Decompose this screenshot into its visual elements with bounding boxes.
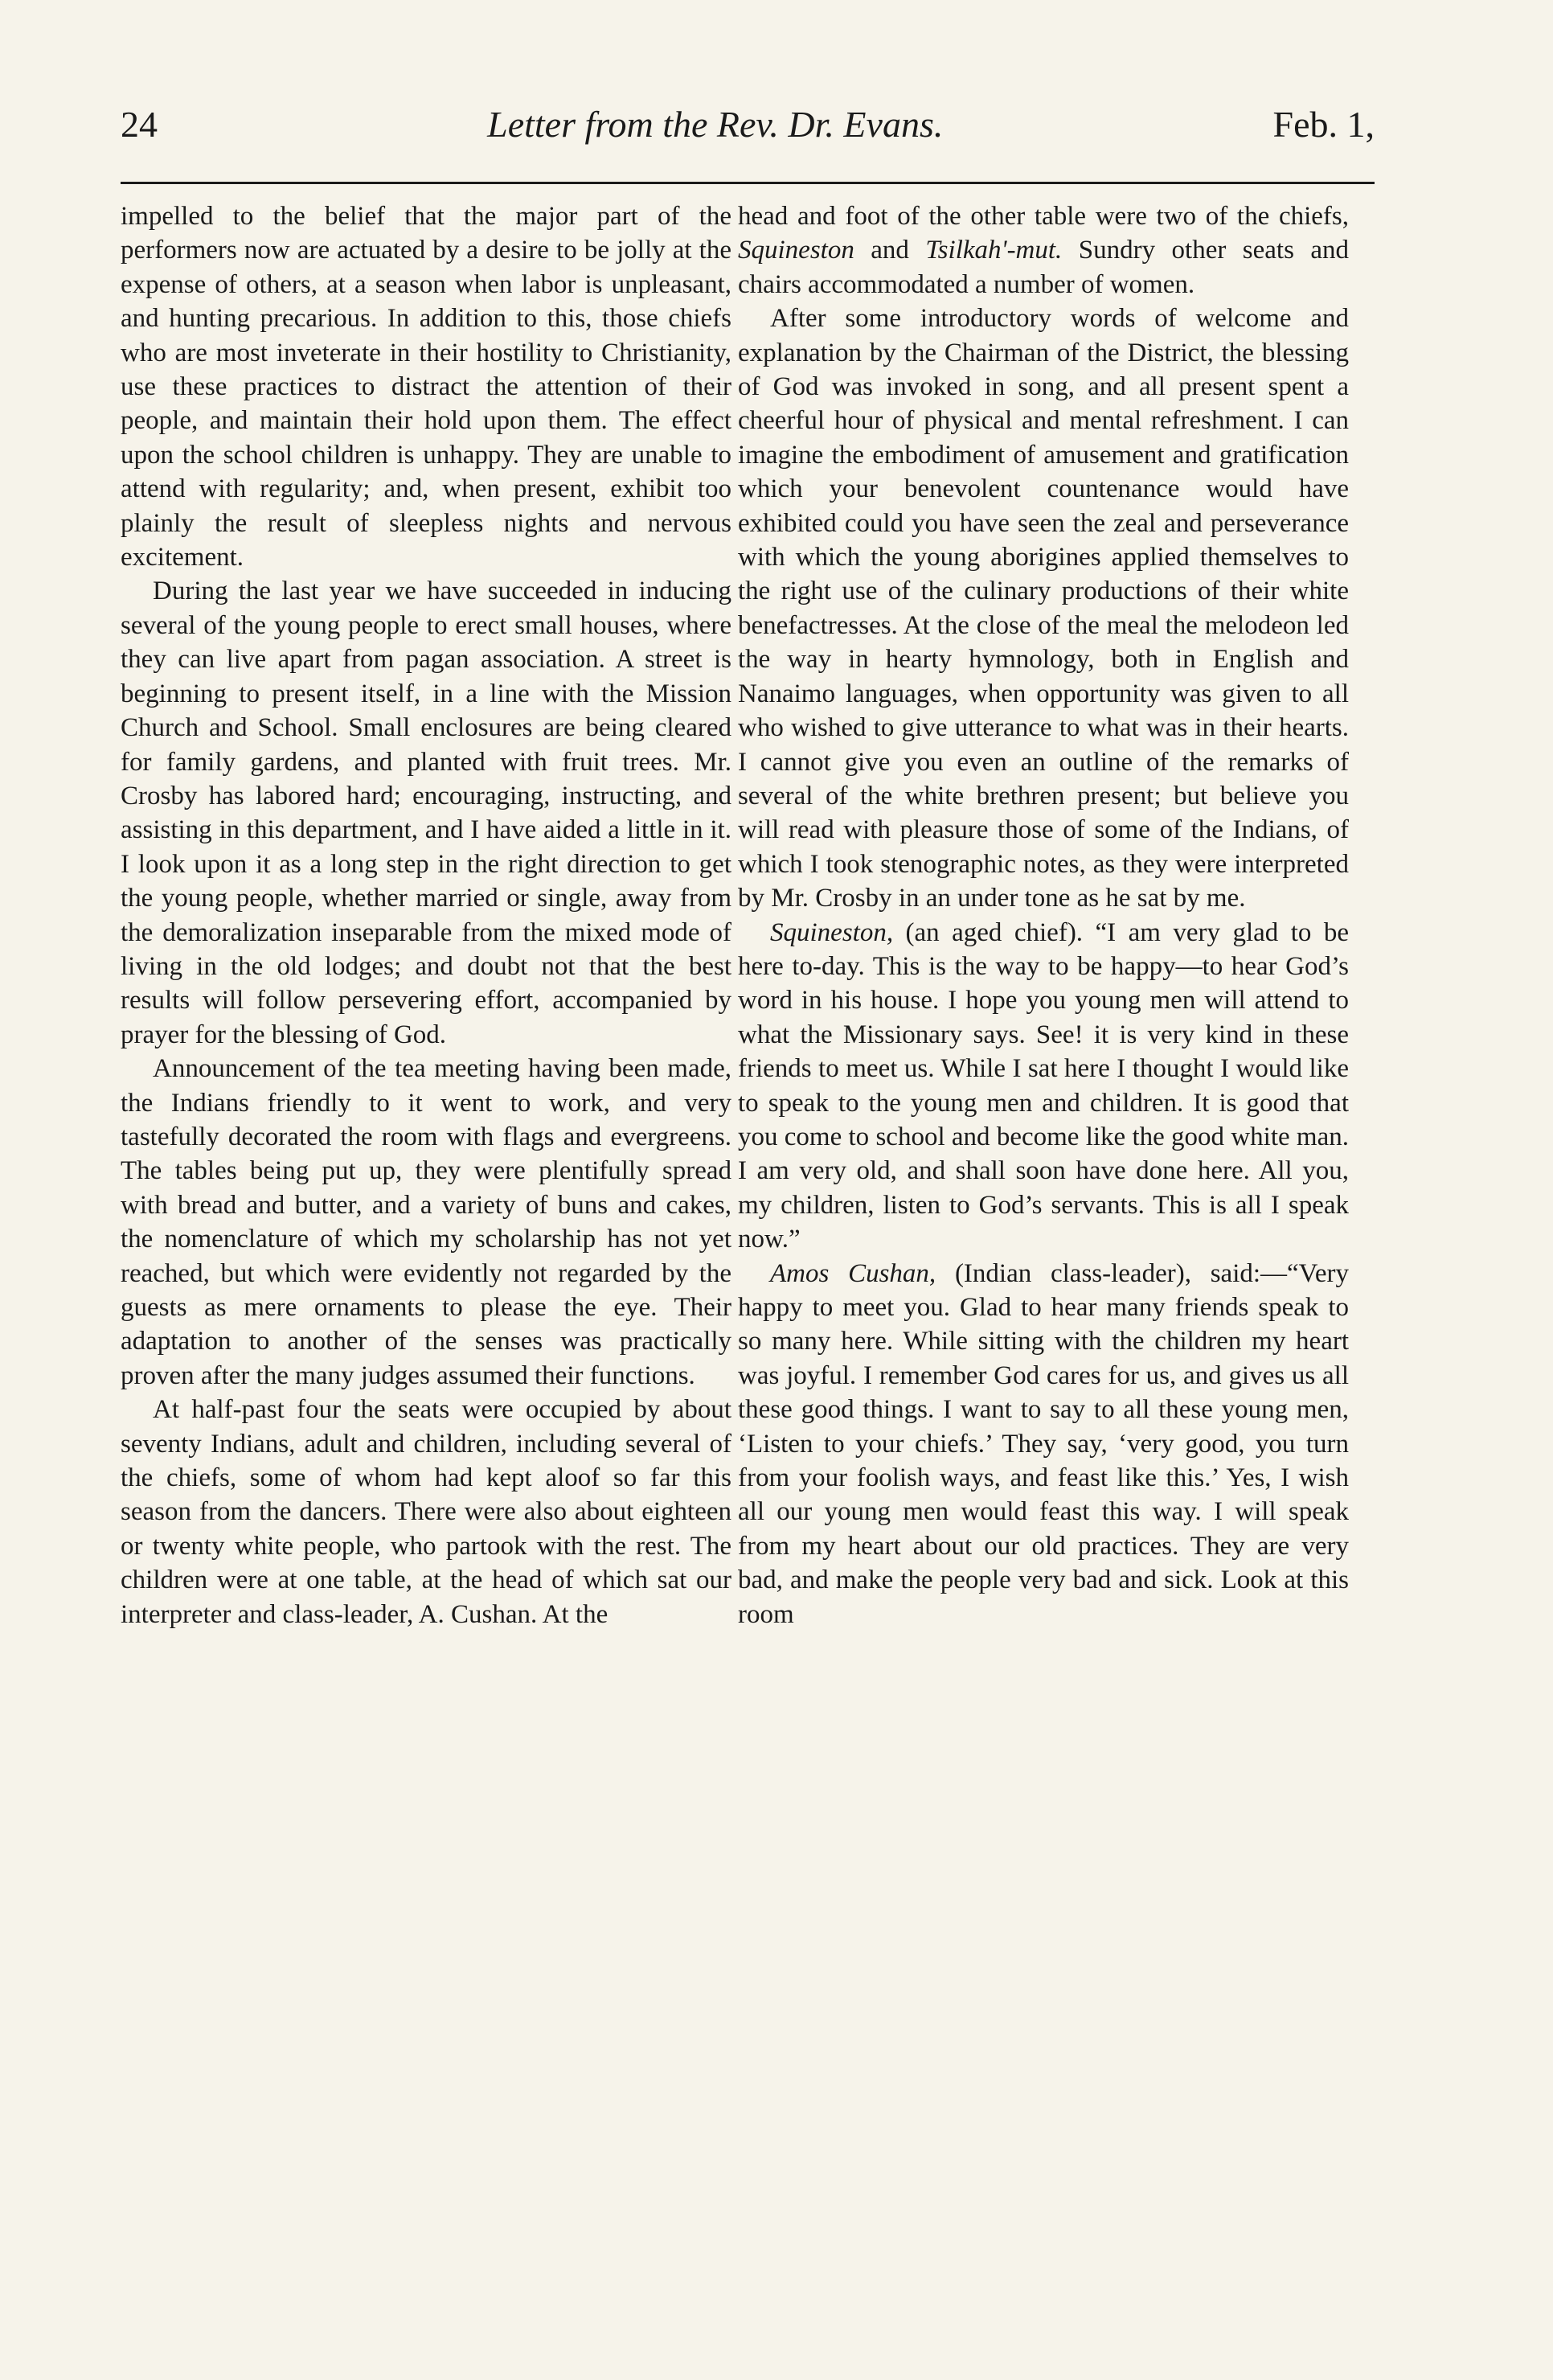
text-run: head and foot of the other table were two of the chiefs, [738,202,1349,231]
paragraph: At half-past four the seats were occupied by about seventy Indians, adult and children, including several of the chiefs, some of whom had kept aloof so far this season from the dancers. There were also about eighteen or twenty white people, who partook with the rest. The children were at one table, at the head of which sat our interpreter and class-leader, A. Cushan. At the [121,1395,731,1629]
speech-paragraph [738,1257,1349,1631]
speech-text: (an aged chief). “I am very glad to be here to-day. This is the way to be happy—to hear God’s word in his house. I hope you young men will attend to what the Missionary says. See! it is very kind in these friends to meet us. While I sat here I thought I would like to speak to the young men and children. It is good that you come to school and become like the good white man. I am very old, and shall soon have done here. All you, my children, listen to God’s servants. This is all I speak now.” [738,917,1349,1254]
issue-date: Feb. 1, [1272,104,1375,145]
right-column [738,199,1349,1631]
speaker-name: Amos Cushan, [770,1258,936,1288]
speech-text: (Indian class-leader), said:—“Very happy to meet you. Glad to hear many friends speak to so many here. While sitting with the children my heart was joyful. I remember God cares for us, and gives us all these good things. I want to say to all these young men, ‘Listen to your chiefs.’ They say, ‘very good, you turn from your foolish ways, and feast like this.’ Yes, I wish all our young men would feast this way. I will speak from my heart about our old practices. They are very bad, and make the people very bad and sick. Look at this room [738,1258,1349,1629]
paragraph: After some introductory words of welcome and explanation by the Chairman of the District, the blessing of God was invoked in song, and all present spent a cheerful hour of physical and mental refreshment. I can imagine the embodiment of amusement and gratification which your benevolent countenance would have exhibited could you have seen the zeal and perseverance with which the young aborigines applied themselves to the right use of the culinary productions of their white benefactresses. At the close of the meal the melodeon led the way in hearty hymnology, both in English and Nanaimo languages, when opportunity was given to all who wished to give utterance to what was in their hearts. I cannot give you even an outline of the remarks of several of the white brethren present; but believe you will read with pleasure those of some of the Indians, of which I took stenographic notes, as they were interpreted by Mr. Crosby in an under tone as he sat by me. [738,304,1349,913]
header-rule [121,182,1375,184]
page-number: 24 [121,104,158,145]
chief-name: Tsilkah'-mut. [925,236,1063,265]
paragraph: During the last year we have succeeded in inducing several of the young people to erect small houses, where they can live apart from pagan association. A street is beginning to present itself, in a line with the Mission Church and School. Small enclosures are being cleared for family gardens, and planted with fruit trees. Mr. Crosby has labored hard; encouraging, instructing, and assisting in this department, and I have aided a little in it. I look upon it as a long step in the right direction to get the young people, whether married or single, away from the demoralization inseparable from the mixed mode of living in the old lodges; and doubt not that the best results will follow persevering effort, accompanied by prayer for the blessing of God. [121,577,731,1049]
running-title: Letter from the Rev. Dr. Evans. [487,104,944,145]
speech-paragraph [738,916,1349,1257]
text-run: Sundry other seats and chairs accommodated a number of women. [738,236,1349,299]
paragraph: Announcement of the tea meeting having been made, the Indians friendly to it went to work, and very tastefully decorated the room with flags and evergreens. The tables being put up, they were plentifully spread with bread and butter, and a variety of buns and cakes, the nomenclature of which my scholarship has not yet reached, but which were evidently not regarded by the guests as mere ornaments to please the eye. Their adaptation to another of the senses was practically proven after the many judges assumed their functions. [121,1054,731,1390]
text-run: and [871,236,909,265]
page-header [121,103,1375,159]
paragraph: impelled to the belief that the major part of the performers now are actuated by a desire to be jolly at the expense of others, at a season when labor is unpleasant, and hunting precarious. In addition to this, those chiefs who are most inveterate in their hostility to Christianity, use these practices to distract the attention of their people, and maintain their hold upon them. The effect upon the school children is unhappy. They are unable to attend with regularity; and, when present, exhibit too plainly the result of sleepless nights and nervous excitement. [121,202,731,572]
paragraph [738,199,1349,302]
speaker-name: Squineston, [770,917,894,947]
left-column [121,199,731,1631]
chief-name: Squineston [738,236,854,265]
